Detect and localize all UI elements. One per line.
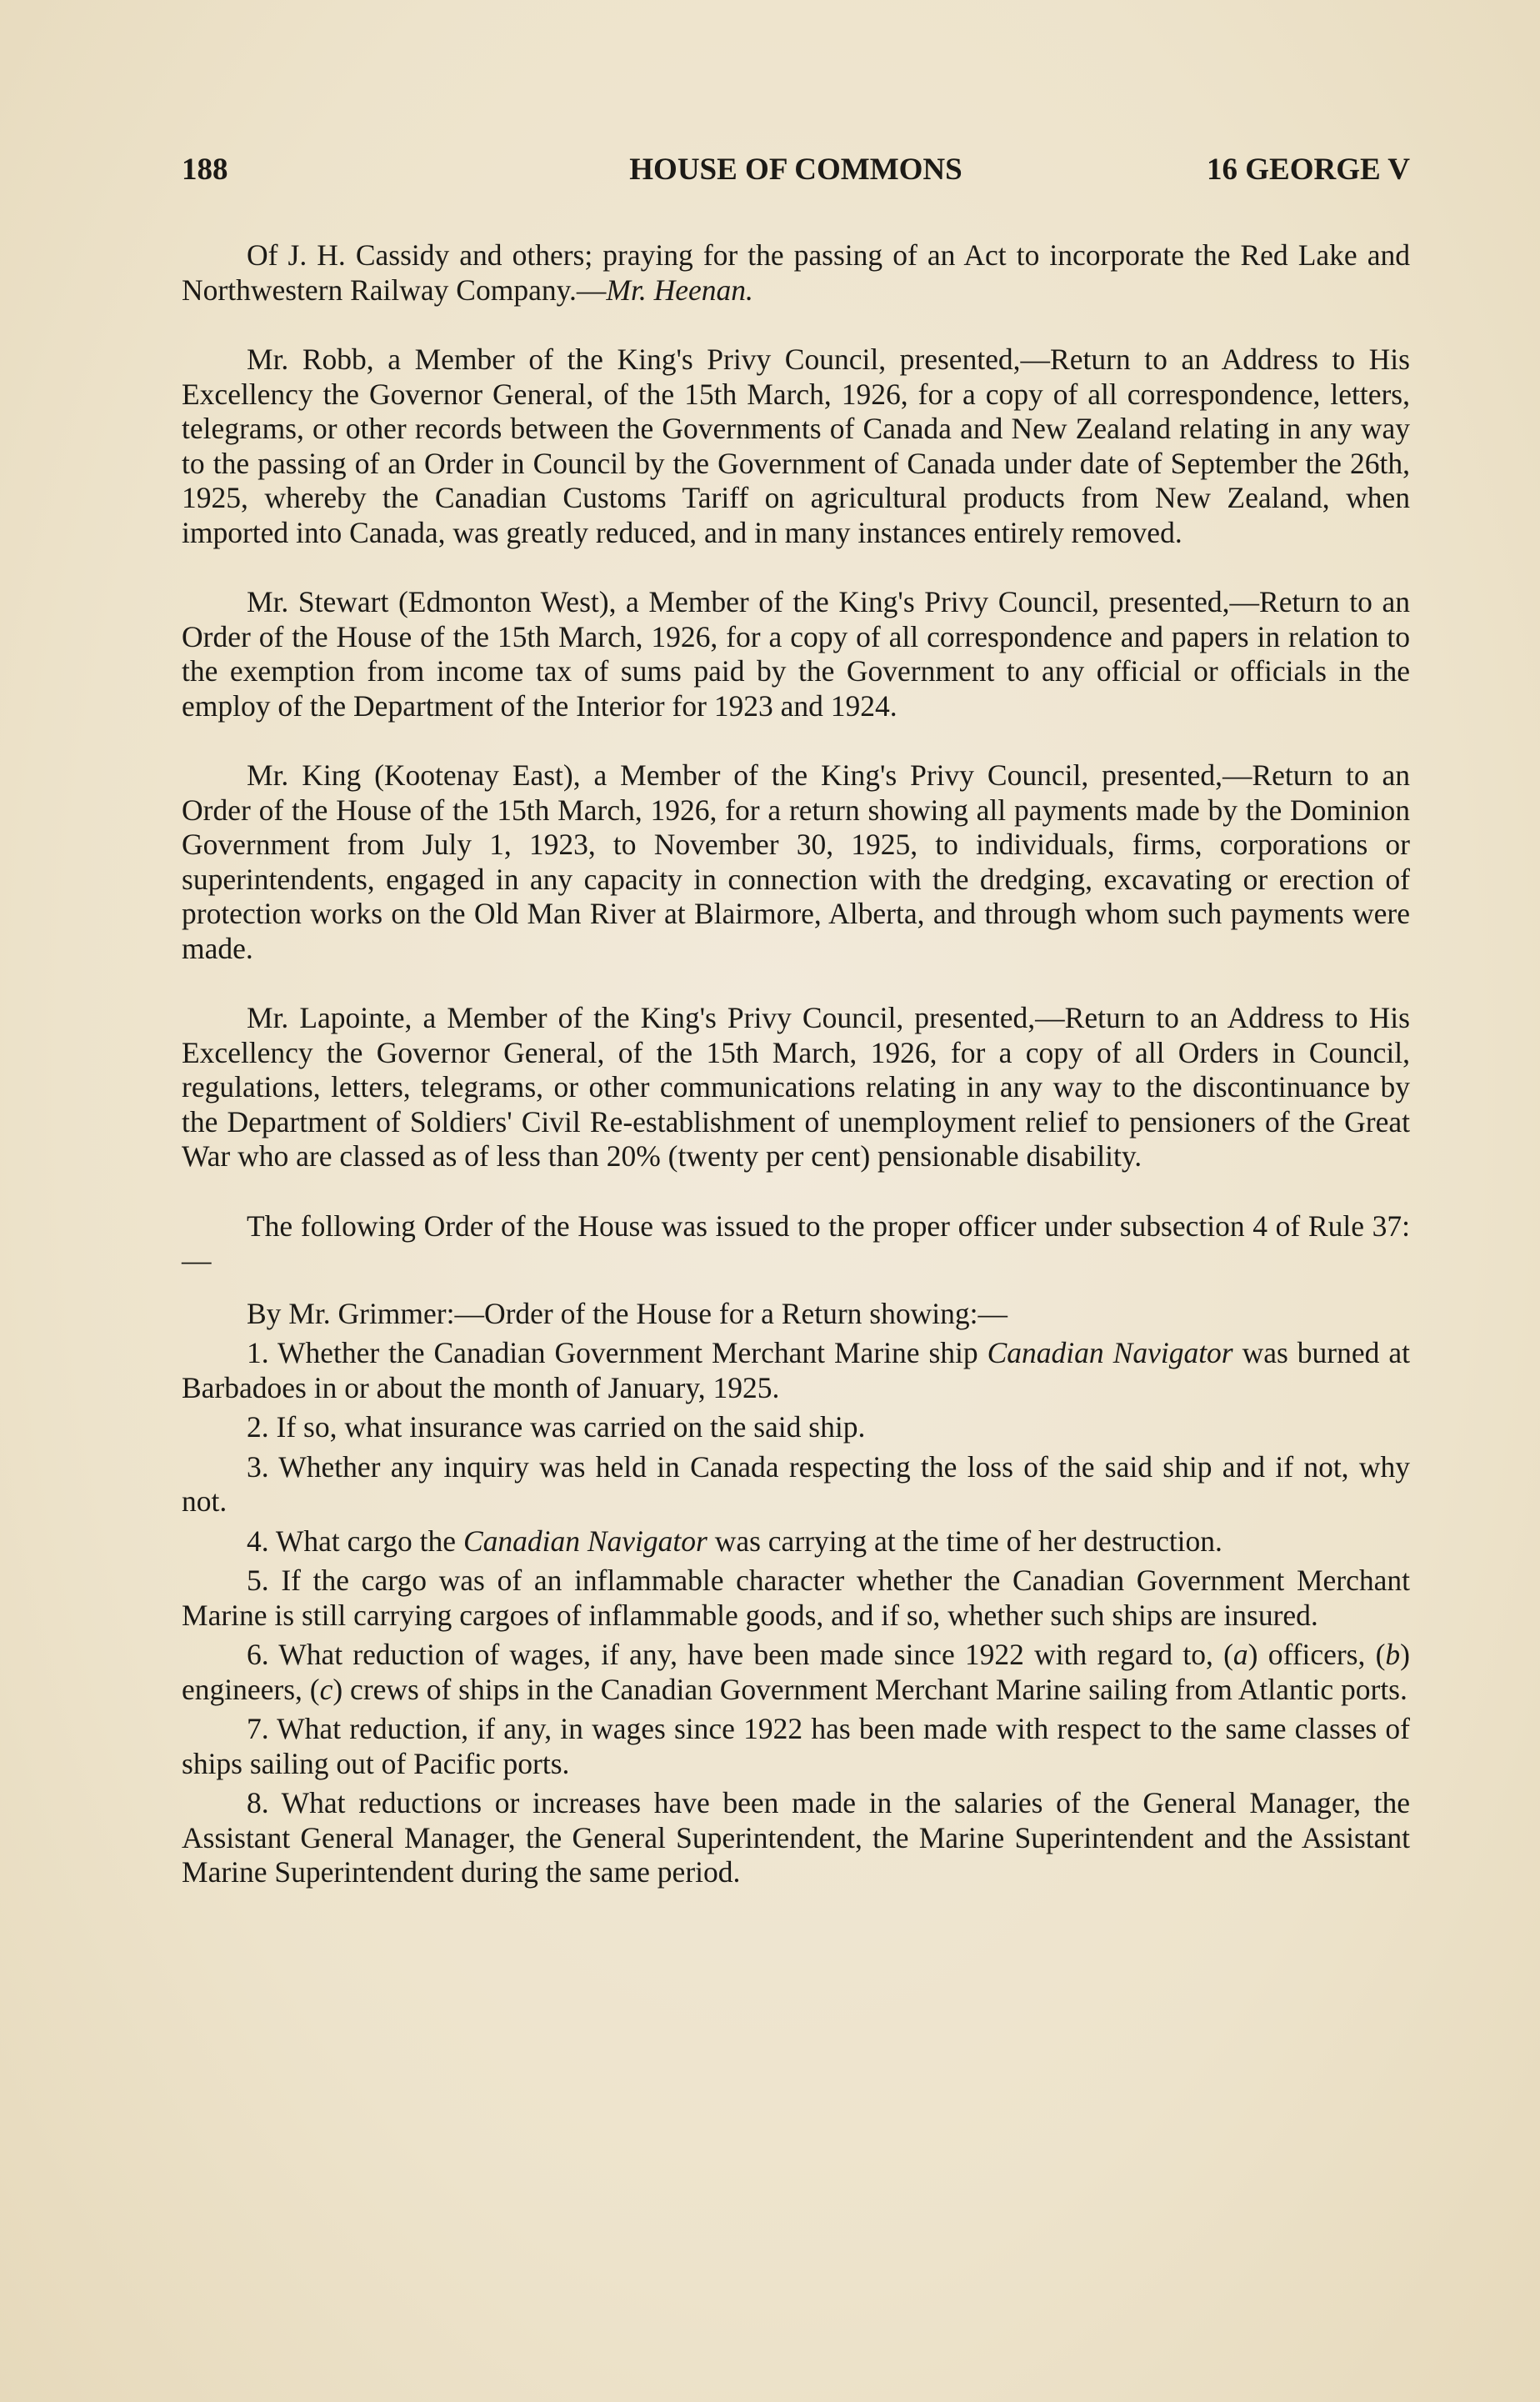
running-title: HOUSE OF COMMONS <box>629 153 962 187</box>
petition-paragraph <box>182 238 1410 308</box>
order-lead-paragraph: By Mr. Grimmer:—Order of the House for a Return showing:— <box>247 1296 1008 1330</box>
order-item-4-ship-name: Canadian Navigator <box>462 1524 708 1558</box>
order-item-4-text-a: 4. What cargo the <box>247 1524 463 1558</box>
order-item-6-letter-a: a <box>1232 1638 1248 1671</box>
regnal-year: 16 GEORGE V <box>1207 153 1410 187</box>
order-item-6-text-a: 6. What reduction of wages, if any, have been made since 1922 with regard to, ( <box>247 1638 1233 1671</box>
return-paragraph-lapointe: Mr. Lapointe, a Member of the King's Privy Council, presented,—Return to an Address to His Excellency the Governor General, of the 15th March, 1926, for a copy of all Orders in Council, regulations, letters, telegrams, or other communications relating in any way to the discontinuance by the Department of Soldiers' Civil Re-establishment of unemployment relief to pensioners of the Great War who are classed as of less than 20% (twenty per cent) pensionable disability. <box>182 1001 1410 1173</box>
petition-text: Of J. H. Cassidy and others; praying for the passing of an Act to incorporate the Red Lake and Northwestern Railway Company.— <box>182 238 1410 307</box>
order-item-6-letter-c: c <box>319 1672 333 1706</box>
order-item-3: 3. Whether any inquiry was held in Canada respecting the loss of the said ship and if not, why not. <box>182 1449 1410 1518</box>
order-item-6-text-b: ) officers, ( <box>1248 1638 1386 1671</box>
order-item-1-ship-name: Canadian Navigator <box>987 1336 1233 1369</box>
order-item-7: 7. What reduction, if any, in wages since 1922 has been made with respect to the same classes of ships sailing out of Pacific ports. <box>182 1712 1410 1780</box>
order-item-2: 2. If so, what insurance was carried on the said ship. <box>247 1410 866 1444</box>
order-item-6-text-c: ) engineers, ( <box>182 1638 1410 1706</box>
order-item-4 <box>182 1524 1410 1559</box>
petition-member: Mr. Heenan. <box>606 273 753 307</box>
return-paragraph-robb: Mr. Robb, a Member of the King's Privy Council, presented,—Return to an Address to His Excellency the Governor General, of the 15th March, 1926, for a copy of all correspondence, letters, telegrams, or other records between the Governments of Canada and New Zealand relating in any way to the passing of an Order in Council by the Government of Canada under date of September the 26th, 1925, whereby the Canadian Customs Tariff on agricultural products from New Zealand, when imported into Canada, was greatly reduced, and in many instances entirely removed. <box>182 343 1410 549</box>
page-number: 188 <box>182 153 228 187</box>
order-item-6 <box>182 1638 1410 1707</box>
return-paragraph-stewart: Mr. Stewart (Edmonton West), a Member of the King's Privy Council, presented,—Return to an Order of the House of the 15th March, 1926, for a copy of all correspondence and papers in relation to the exemption from income tax of sums paid by the Government to any official or officials in the employ of the Department of the Interior for 1923 and 1924. <box>182 585 1410 723</box>
page-header <box>182 147 1410 197</box>
order-item-8: 8. What reductions or increases have been made in the salaries of the General Manager, the Assistant General Manager, the General Superintendent, the Marine Superintendent and the Assistant Marine Superintendent during the same period. <box>182 1786 1410 1889</box>
order-item-6-text-d: ) crews of ships in the Canadian Government Merchant Marine sailing from Atlantic ports. <box>332 1672 1408 1706</box>
order-intro-paragraph: The following Order of the House was issued to the proper officer under subsection 4 of Rule 37:— <box>182 1209 1410 1277</box>
page-body <box>182 238 1410 1890</box>
order-item-5: 5. If the cargo was of an inflammable character whether the Canadian Government Merchant Marine is still carrying cargoes of inflammable goods, and if so, whether such ships are insured. <box>182 1564 1410 1632</box>
order-item-4-text-b: was carrying at the time of her destruction. <box>707 1524 1222 1558</box>
order-item-1 <box>182 1336 1410 1405</box>
order-item-1-text-b: was burned at Barbadoes in or about the month of January, 1925. <box>182 1336 1410 1404</box>
return-paragraph-king: Mr. King (Kootenay East), a Member of the King's Privy Council, presented,—Return to an Order of the House of the 15th March, 1926, for a return showing all payments made by the Dominion Government from July 1, 1923, to November 30, 1925, to individuals, firms, corporations or superintendents, engaged in any capacity in connection with the dredging, excavating or erection of protection works on the Old Man River at Blairmore, Alberta, and through whom such payments were made. <box>182 758 1410 965</box>
order-item-1-text-a: 1. Whether the Canadian Government Merchant Marine ship <box>247 1336 988 1369</box>
order-item-6-letter-b: b <box>1385 1638 1401 1671</box>
